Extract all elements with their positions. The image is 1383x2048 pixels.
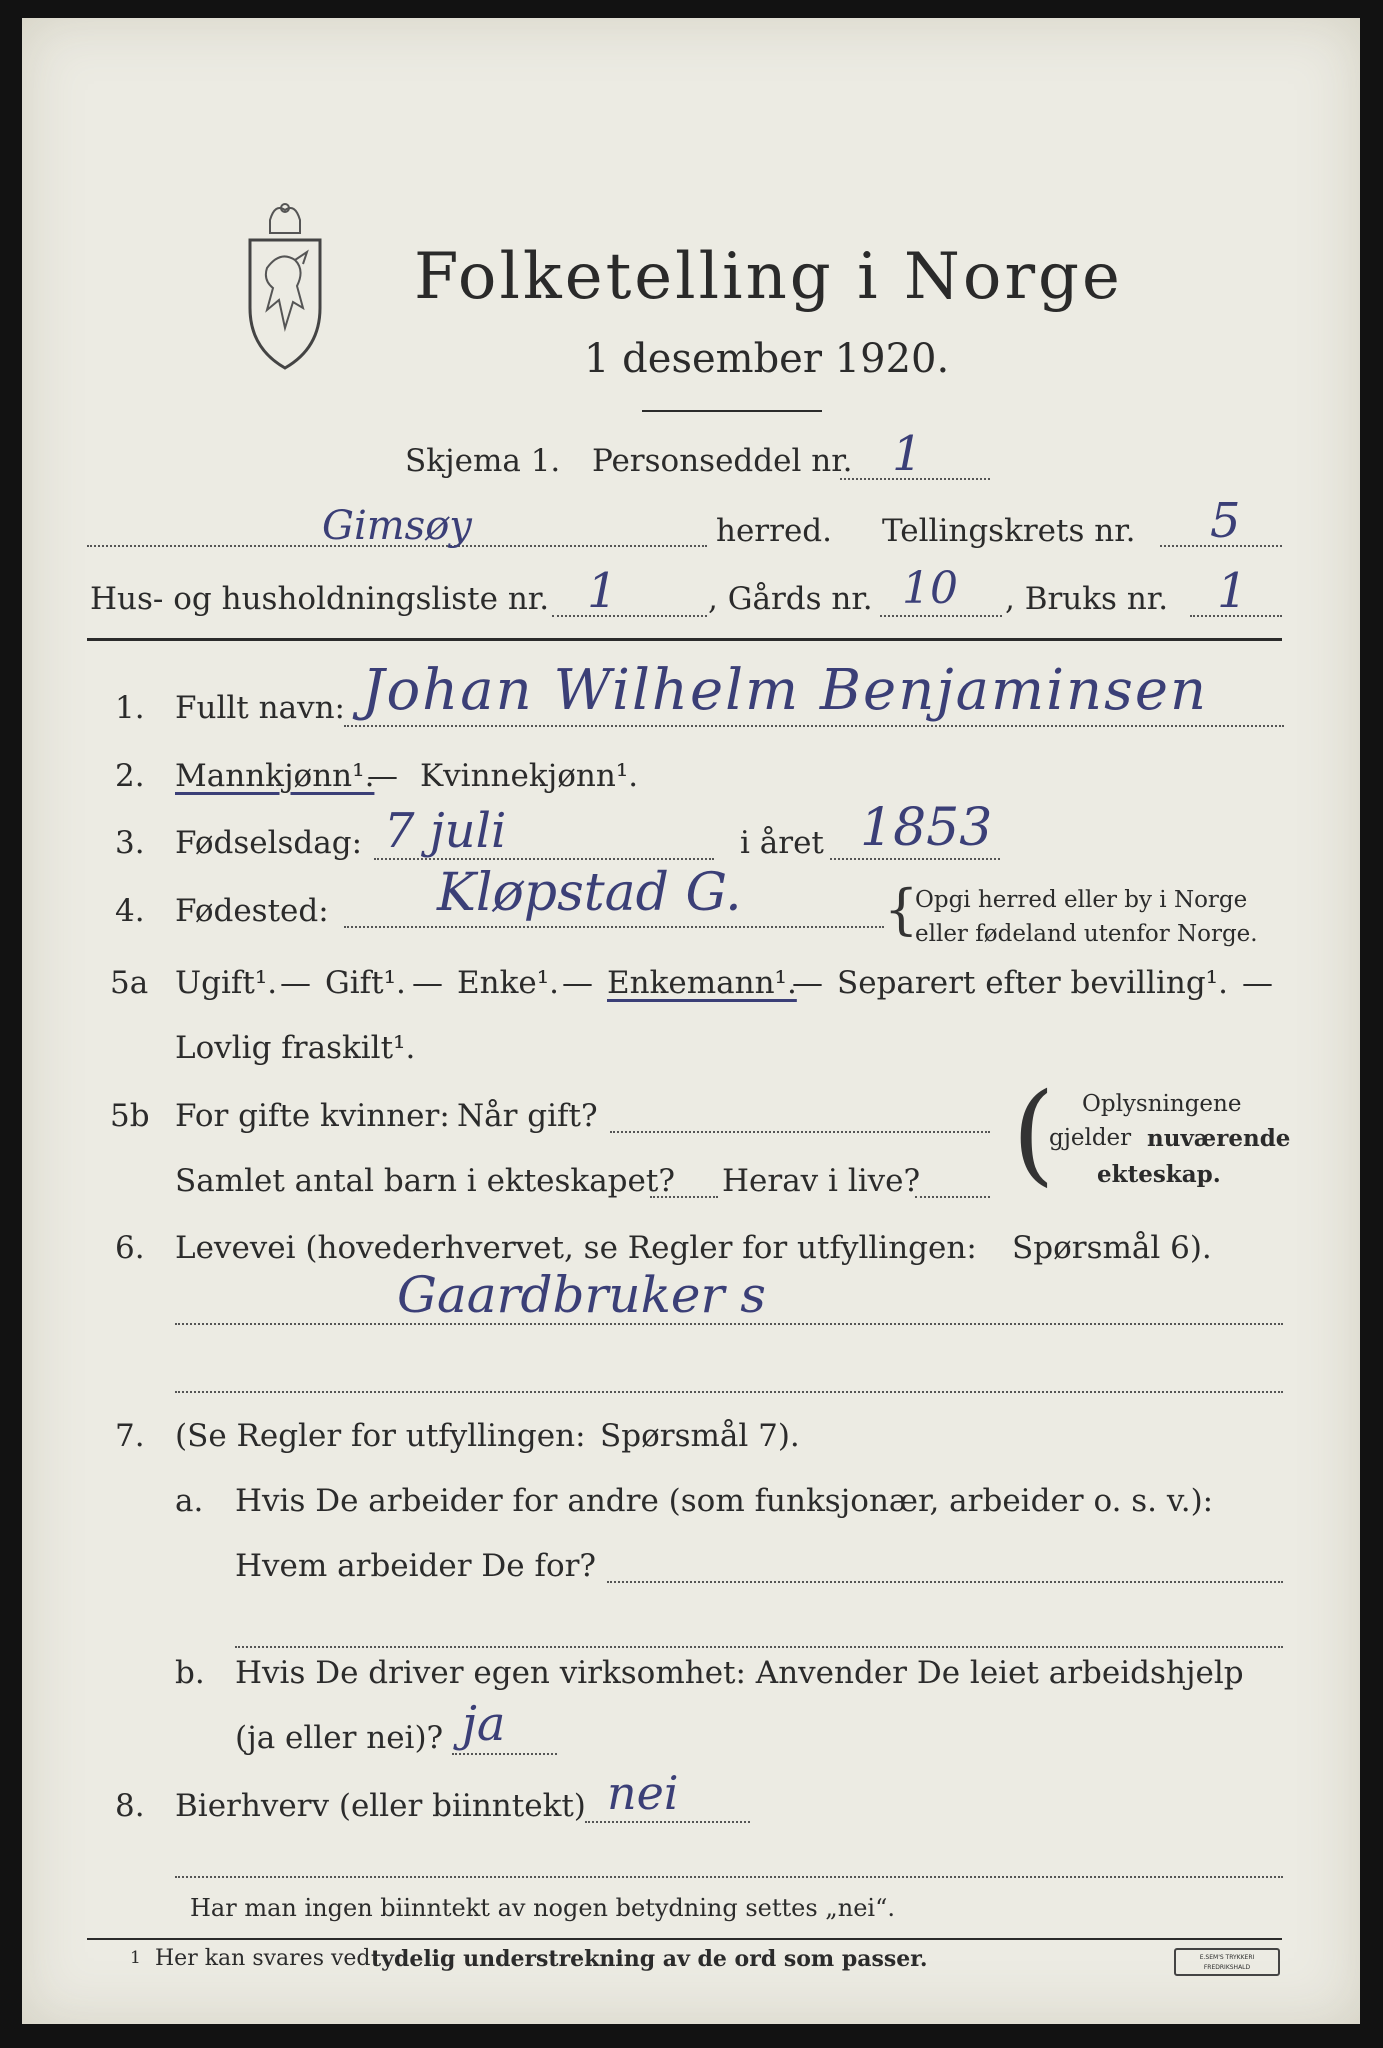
birthplace-value[interactable]: Kløpstad G.	[437, 863, 742, 923]
q5a-dash-3: —	[562, 965, 593, 1001]
bruks-value[interactable]: 1	[1217, 563, 1248, 619]
q5b-naar-label: Når gift?	[457, 1098, 598, 1134]
occupation-value[interactable]: Gaardbruker s	[397, 1266, 766, 1324]
gards-line	[880, 615, 1002, 617]
q5a-dash-5: —	[1242, 965, 1273, 1001]
q6-number: 6.	[115, 1230, 145, 1266]
q7a-line-2	[235, 1646, 1283, 1648]
sex-male-option[interactable]: Mannkjønn¹.	[175, 758, 375, 794]
bruks-label: , Bruks nr.	[1005, 581, 1169, 617]
q7b-text: Hvis De driver egen virksomhet: Anvender De leiet arbeidshjelp	[235, 1655, 1244, 1691]
census-date: 1 desember 1920.	[584, 336, 950, 382]
q5b-herav-line	[915, 1196, 990, 1198]
birthday-value[interactable]: 7 juli	[384, 803, 507, 859]
q4-number: 4.	[115, 893, 145, 929]
hired-help-value[interactable]: ja	[462, 1696, 506, 1752]
q6-line-2	[175, 1391, 1283, 1393]
header-divider	[87, 638, 1282, 641]
ugift-option[interactable]: Ugift¹.	[175, 965, 278, 1001]
q7-ref: Spørsmål 7).	[600, 1418, 800, 1454]
q1-label: Fullt navn:	[175, 690, 345, 726]
footnote-text-a: Her kan svares ved	[155, 1946, 371, 1971]
tellingskrets-value[interactable]: 5	[1210, 493, 1241, 549]
q7b-letter: b.	[175, 1655, 205, 1691]
q7b-question: (ja eller nei)?	[235, 1720, 444, 1756]
q3-year-line	[830, 858, 1000, 860]
page-title: Folketelling i Norge	[414, 240, 1123, 314]
gards-value[interactable]: 10	[902, 563, 958, 614]
q5b-label: For gifte kvinner:	[175, 1098, 450, 1134]
q7a-text: Hvis De arbeider for andre (som funksjonær, arbeider o. s. v.):	[235, 1483, 1214, 1519]
q4-label: Fødested:	[175, 893, 329, 929]
footer-divider	[87, 1938, 1282, 1940]
q7a-letter: a.	[175, 1483, 204, 1519]
q8-line-1	[585, 1821, 750, 1823]
side-income-note: Har man ingen biinntekt av nogen betydning settes „nei“.	[190, 1894, 895, 1922]
personseddel-label: Personseddel nr.	[592, 443, 853, 479]
q3-number: 3.	[115, 825, 145, 861]
printer-stamp: E.SEM'S TRYKKERI FREDRIKSHALD	[1174, 1948, 1280, 1976]
personseddel-value[interactable]: 1	[892, 426, 923, 482]
sex-female-option[interactable]: Kvinnekjønn¹.	[420, 758, 639, 794]
q7a-line-1	[607, 1581, 1283, 1583]
q4-brace: {	[884, 878, 919, 941]
q8-line-2	[175, 1876, 1283, 1878]
q7a-question: Hvem arbeider De for?	[235, 1548, 597, 1584]
footnote-text-b: tydelig understrekning av de ord som passer.	[371, 1946, 928, 1972]
q6-label: Levevei (hovederhvervet, se Regler for utfyllingen:	[175, 1230, 977, 1266]
q2-number: 2.	[115, 758, 145, 794]
q5a-dash-4: —	[792, 965, 823, 1001]
hus-label: Hus- og husholdningsliste nr.	[90, 581, 550, 617]
side-income-value[interactable]: nei	[607, 1766, 679, 1820]
q4-line	[344, 926, 884, 928]
q5b-samlet-line	[650, 1196, 718, 1198]
q1-line	[344, 725, 1284, 727]
hus-value[interactable]: 1	[587, 563, 618, 619]
full-name-value[interactable]: Johan Wilhelm Benjaminsen	[362, 658, 1209, 723]
q5b-note-line3: ekteskap.	[1097, 1161, 1221, 1188]
q5a-number: 5a	[110, 965, 149, 1001]
q8-label: Bierhverv (eller biinntekt)	[175, 1788, 586, 1824]
q5b-naar-line	[610, 1131, 990, 1133]
tellingskrets-label: Tellingskrets nr.	[882, 513, 1136, 549]
gift-option[interactable]: Gift¹.	[325, 965, 406, 1001]
q5a-dash-2: —	[412, 965, 443, 1001]
enkemann-option[interactable]: Enkemann¹.	[607, 965, 797, 1001]
birth-year-value[interactable]: 1853	[860, 798, 993, 858]
q4-note-line2: eller fødeland utenfor Norge.	[915, 921, 1258, 947]
q5b-note-line2b: nuværende	[1147, 1125, 1291, 1152]
q4-note-line1: Opgi herred eller by i Norge	[915, 887, 1248, 913]
q5b-bracket: (	[1012, 1069, 1055, 1197]
q3-label: Fødselsdag:	[175, 825, 363, 861]
q5b-note-line1: Oplysningene	[1082, 1091, 1242, 1117]
gards-label: , Gårds nr.	[708, 581, 873, 617]
q1-number: 1.	[115, 690, 145, 726]
q7b-line	[452, 1753, 557, 1755]
census-form	[22, 18, 1360, 2024]
q5b-samlet-label: Samlet antal barn i ekteskapet?	[175, 1163, 675, 1199]
hus-line	[552, 615, 707, 617]
herred-value[interactable]: Gimsøy	[322, 503, 472, 549]
q5a-dash-1: —	[280, 965, 311, 1001]
q2-dash: —	[367, 758, 398, 794]
enke-option[interactable]: Enke¹.	[457, 965, 560, 1001]
q8-number: 8.	[115, 1788, 145, 1824]
footnote-mark: 1	[130, 1948, 141, 1968]
q5b-note-line2a: gjelder	[1049, 1125, 1132, 1151]
q7-number: 7.	[115, 1418, 145, 1454]
title-divider	[642, 410, 822, 412]
lovlig-fraskilt-option[interactable]: Lovlig fraskilt¹.	[175, 1030, 416, 1066]
q6-ref: Spørsmål 6).	[1012, 1230, 1212, 1266]
skjema-label: Skjema 1.	[405, 443, 561, 479]
q5b-herav-label: Herav i live?	[722, 1163, 921, 1199]
herred-label: herred.	[716, 513, 832, 549]
q7-label: (Se Regler for utfyllingen:	[175, 1418, 586, 1454]
separert-option[interactable]: Separert efter bevilling¹.	[837, 965, 1228, 1001]
q5b-number: 5b	[110, 1098, 150, 1134]
q3-year-label: i året	[740, 825, 824, 861]
coat-of-arms-icon	[245, 198, 325, 373]
